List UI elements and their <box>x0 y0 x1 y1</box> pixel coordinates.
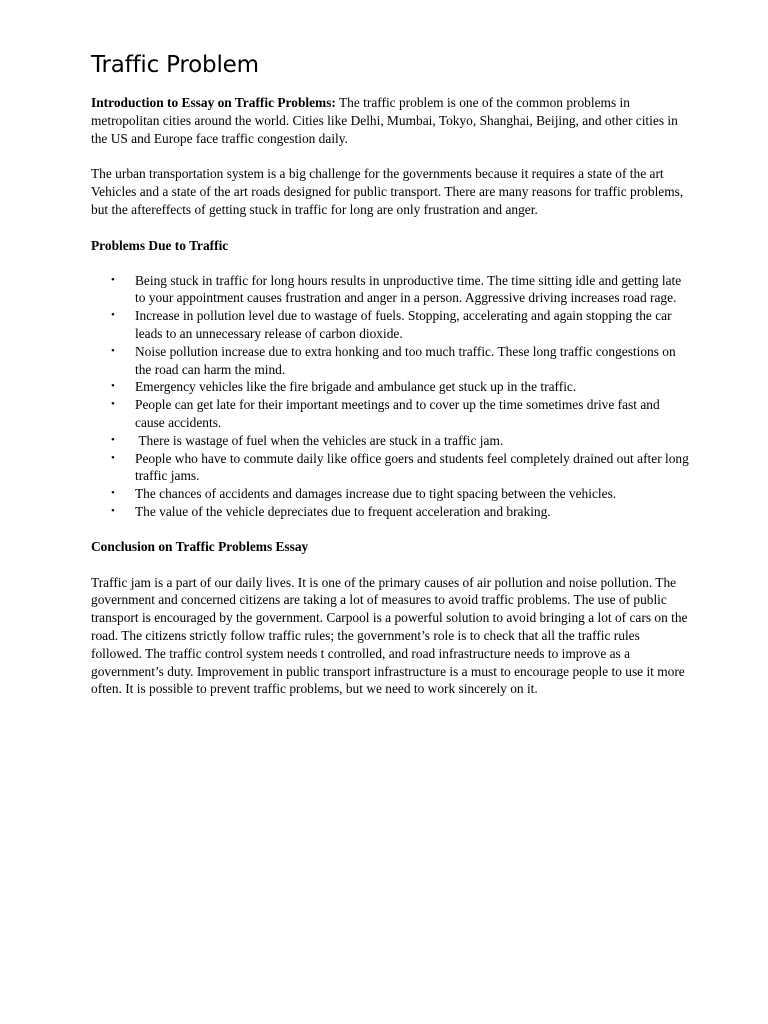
bullet-icon: • <box>111 433 115 446</box>
bullet-icon: • <box>111 504 115 517</box>
list-item <box>91 503 691 521</box>
transport-paragraph: The urban transportation system is a big challenge for the governments because it requires a state of the art Vehicles and a state of the art roads designed for public transport. There are many reasons for traffic problems, but the aftereffects of getting stuck in traffic for long are only frustration and anger. <box>91 166 684 217</box>
list-item <box>91 450 691 486</box>
bullet-icon: • <box>111 380 115 393</box>
problems-list <box>91 272 691 521</box>
list-item-text: The chances of accidents and damages increase due to tight spacing between the vehicles. <box>135 486 617 502</box>
list-item <box>91 272 691 308</box>
list-item-text: Noise pollution increase due to extra honking and too much traffic. These long traffic congestions on the road can harm the mind. <box>135 343 676 377</box>
list-item-text: Increase in pollution level due to wastage of fuels. Stopping, accelerating and again stopping the car leads to an unnecessary release of carbon dioxide. <box>135 308 672 341</box>
list-item <box>91 378 691 396</box>
list-item <box>91 343 691 379</box>
intro-paragraph <box>91 94 691 147</box>
list-item-text: There is wastage of fuel when the vehicles are stuck in a traffic jam. <box>135 432 504 448</box>
intro-text: The traffic problem is one of the common problems in metropolitan cities around the world. Cities like Delhi, Mumbai, Tokyo, Shanghai, Beijing, and other cities in the US and Europe face traffic congestion daily. <box>91 95 678 146</box>
list-item-text: The value of the vehicle depreciates due to frequent acceleration and braking. <box>135 503 551 519</box>
conclusion-paragraph: Traffic jam is a part of our daily lives. It is one of the primary causes of air pollution and noise pollution. The government and concerned citizens are taking a lot of measures to avoid traffic problems. The use of public transport is encouraged by the government. Carpool is a powerful solution to avoid bringing a lot of cars on the road. The citizens strictly follow traffic rules; the government’s role is to check that all the traffic rules followed. The traffic control system needs t controlled, and road infrastructure needs to improve as a government’s duty. Improvement in public transport infrastructure is a must to encourage people to use it more often. It is possible to prevent traffic problems, but we need to work sincerely on it. <box>91 574 688 697</box>
list-item <box>91 396 691 432</box>
list-item-text: Being stuck in traffic for long hours results in unproductive time. The time sitting idle and getting late to your appointment causes frustration and anger in a person. Aggressive driving increases road rage. <box>135 272 682 306</box>
list-item-text: Emergency vehicles like the fire brigade and ambulance get stuck up in the traffic. <box>135 379 577 395</box>
bullet-icon: • <box>111 451 115 464</box>
list-item-text: People who have to commute daily like office goers and students feel completely drained out after long traffic jams. <box>135 450 689 484</box>
bullet-icon: • <box>111 309 115 322</box>
list-item <box>91 307 691 343</box>
list-item-text: People can get late for their important meetings and to cover up the time sometimes drive fast and cause accidents. <box>135 397 660 430</box>
bullet-icon: • <box>111 273 115 286</box>
intro-label: Introduction to Essay on Traffic Problems: <box>91 95 336 110</box>
document-title: Traffic Problem <box>91 52 259 78</box>
bullet-icon: • <box>111 344 115 357</box>
document-page <box>91 50 691 698</box>
bullet-icon: • <box>111 398 115 411</box>
list-item <box>91 432 691 450</box>
conclusion-heading: Conclusion on Traffic Problems Essay <box>91 538 309 554</box>
list-item <box>91 485 691 503</box>
bullet-icon: • <box>111 487 115 500</box>
problems-heading: Problems Due to Traffic <box>91 237 229 253</box>
